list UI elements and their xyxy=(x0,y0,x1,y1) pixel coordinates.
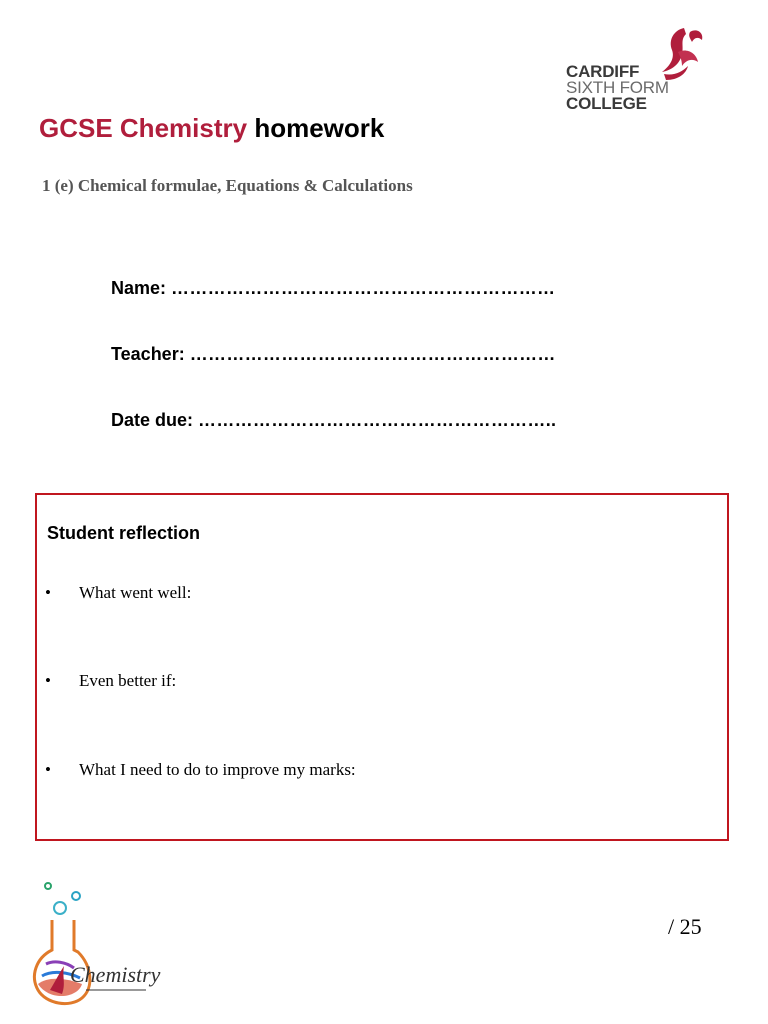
bubble-icon xyxy=(72,892,80,900)
chemistry-flask-logo xyxy=(26,880,186,1012)
bullet-label: What I need to do to improve my marks: xyxy=(79,760,356,779)
date-due-dots: ………………………………………………….. xyxy=(198,410,557,430)
bullet-dot: • xyxy=(45,671,51,690)
teacher-dots: …………………………………………………… xyxy=(189,344,556,364)
teacher-label: Teacher: xyxy=(111,344,185,364)
date-due-field[interactable] xyxy=(111,410,556,431)
date-due-label: Date due: xyxy=(111,410,194,430)
bullet-dot: • xyxy=(45,760,51,779)
bullet-even-better-if[interactable] xyxy=(45,671,176,691)
logo-line-1: CARDIFF xyxy=(566,62,640,81)
chemistry-script-text: Chemistry xyxy=(70,962,161,987)
title-accent: GCSE Chemistry xyxy=(39,113,248,143)
name-field[interactable] xyxy=(111,278,555,299)
score-total: / 25 xyxy=(668,914,702,939)
logo-line-2: SIXTH FORM xyxy=(566,78,669,97)
name-dots: ……………………………………………………… xyxy=(171,278,556,298)
bullet-label: Even better if: xyxy=(79,671,177,690)
logo-line-3: COLLEGE xyxy=(566,94,647,113)
bubble-icon xyxy=(45,883,51,889)
bullet-label: What went well: xyxy=(79,583,192,602)
page-subtitle: 1 (e) Chemical formulae, Equations & Calculations xyxy=(42,176,413,195)
bullet-improve-marks[interactable] xyxy=(45,760,356,780)
bullet-dot: • xyxy=(45,583,51,602)
title-rest: homework xyxy=(254,113,385,143)
page-title xyxy=(39,113,384,144)
reflection-heading: Student reflection xyxy=(47,523,201,543)
student-reflection-box xyxy=(35,493,729,841)
bubble-icon xyxy=(54,902,66,914)
college-logo-text xyxy=(566,64,669,112)
bullet-what-went-well[interactable] xyxy=(45,583,191,603)
name-label: Name: xyxy=(111,278,167,298)
college-logo xyxy=(562,22,710,118)
teacher-field[interactable] xyxy=(111,344,556,365)
